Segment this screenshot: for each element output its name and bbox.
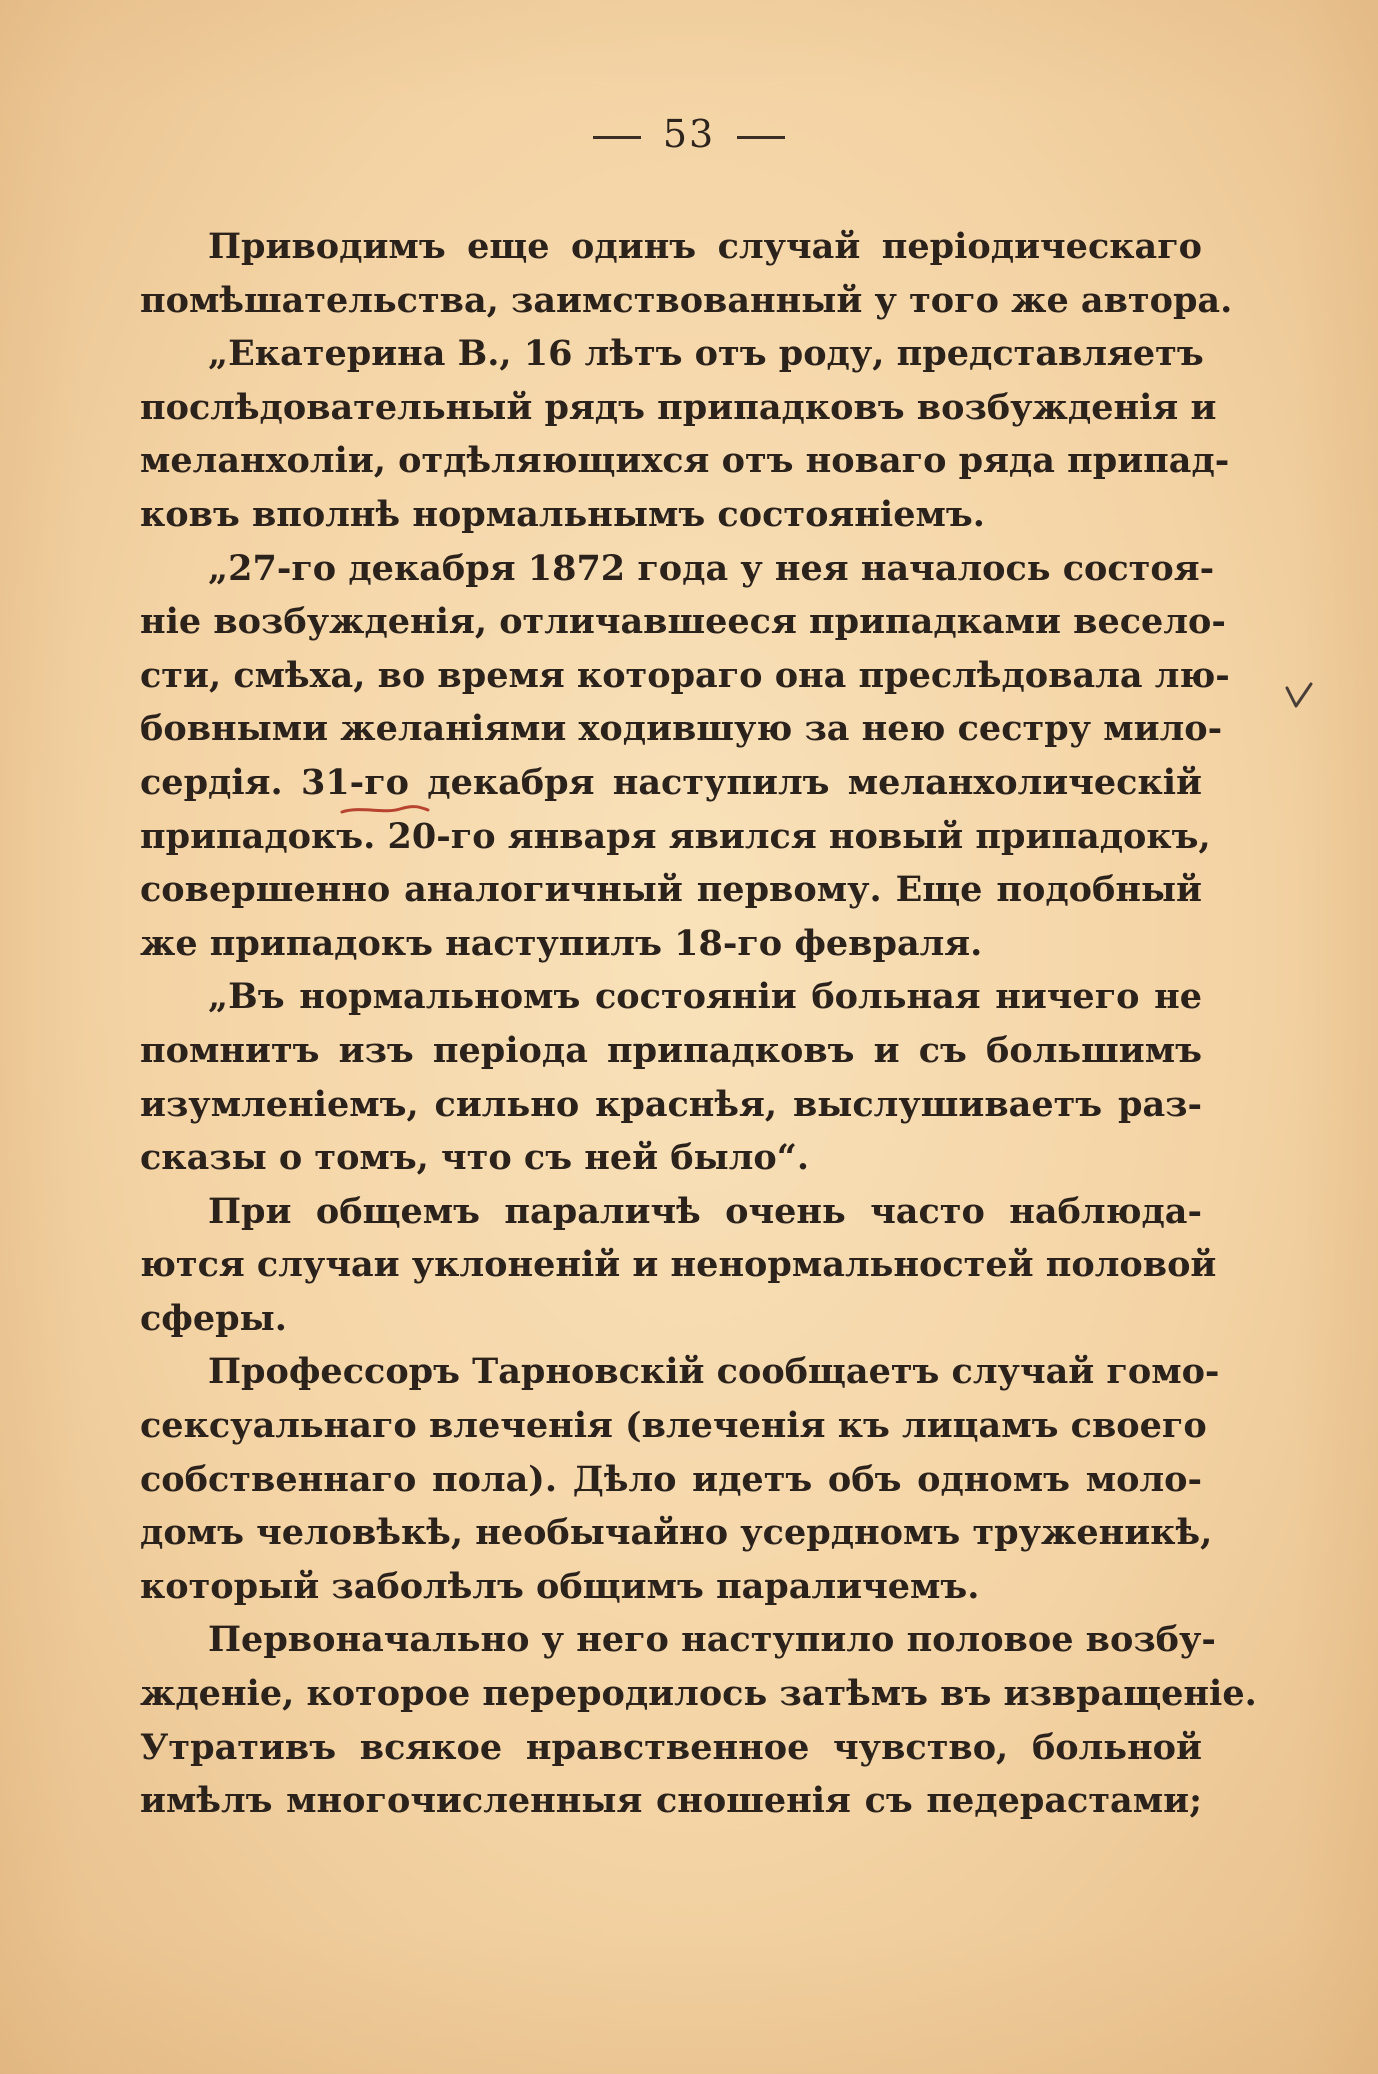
left-dash [593,136,641,139]
text-line: собственнаго пола). Дѣло идетъ объ одномъ моло- [140,1458,1202,1500]
text-line: же припадокъ наступилъ 18-го февраля. [140,922,983,964]
text-line: жденіе, которое переродилось затѣмъ въ извращеніе. [140,1673,1257,1715]
text-line: сти, смѣха, во время котораго она преслѣдовала лю- [140,654,1230,696]
text-line: „Въ нормальномъ состояніи больная ничего не [208,976,1202,1018]
page-number: 53 [662,112,716,156]
text-line: Утративъ всякое нравственное чувство, больной [140,1726,1202,1768]
text-line: ніе возбужденія, отличавшееся припадками весело- [140,601,1226,643]
text-line: изумленіемъ, сильно краснѣя, выслушиваетъ раз- [140,1083,1202,1125]
pen-underline-mark [340,800,430,816]
text-line: помѣшательства, заимствованный у того же автора. [140,279,1233,321]
text-line: помнитъ изъ періода припадковъ и съ большимъ [140,1029,1202,1071]
text-line: сердія. 31-го декабря наступилъ меланхолическій [140,761,1202,803]
text-line: При общемъ параличѣ очень часто наблюда- [208,1190,1202,1232]
text-line: Профессоръ Тарновскій сообщаетъ случай гомо- [208,1351,1220,1393]
text-line: домъ человѣкѣ, необычайно усердномъ труженикѣ, [140,1512,1213,1554]
page-number-header [0,112,1378,156]
text-line: „27-го декабря 1872 года у нея началось состоя- [208,547,1215,589]
text-line: совершенно аналогичный первому. Еще подобный [140,869,1202,911]
text-line: имѣлъ многочисленныя сношенія съ педерастами; [140,1780,1202,1822]
text-line: Приводимъ еще одинъ случай періодическаго [208,226,1202,267]
text-line: послѣдовательный рядъ припадковъ возбужденія и [140,386,1217,428]
body-text [140,220,1257,1828]
text-line: меланхоліи, отдѣляющихся отъ новаго ряда припад- [140,440,1230,482]
text-line: сексуальнаго влеченія (влеченія къ лицамъ своего [140,1405,1207,1447]
text-line: припадокъ. 20-го января явился новый припадокъ, [140,815,1211,857]
text-line: сферы. [140,1297,287,1339]
margin-check-mark [1284,680,1314,710]
right-dash [737,136,785,139]
text-line: ются случаи уклоненій и ненормальностей половой [140,1244,1217,1286]
text-line: ковъ вполнѣ нормальнымъ состояніемъ. [140,493,985,535]
text-line: бовными желаніями ходившую за нею сестру мило- [140,708,1223,750]
text-line: сказы о томъ, что съ ней было“. [140,1137,810,1179]
text-line: который заболѣлъ общимъ параличемъ. [140,1565,980,1607]
text-line: Первоначально у него наступило половое возбу- [208,1619,1216,1661]
text-line: „Екатерина В., 16 лѣтъ отъ роду, представляетъ [208,333,1204,375]
